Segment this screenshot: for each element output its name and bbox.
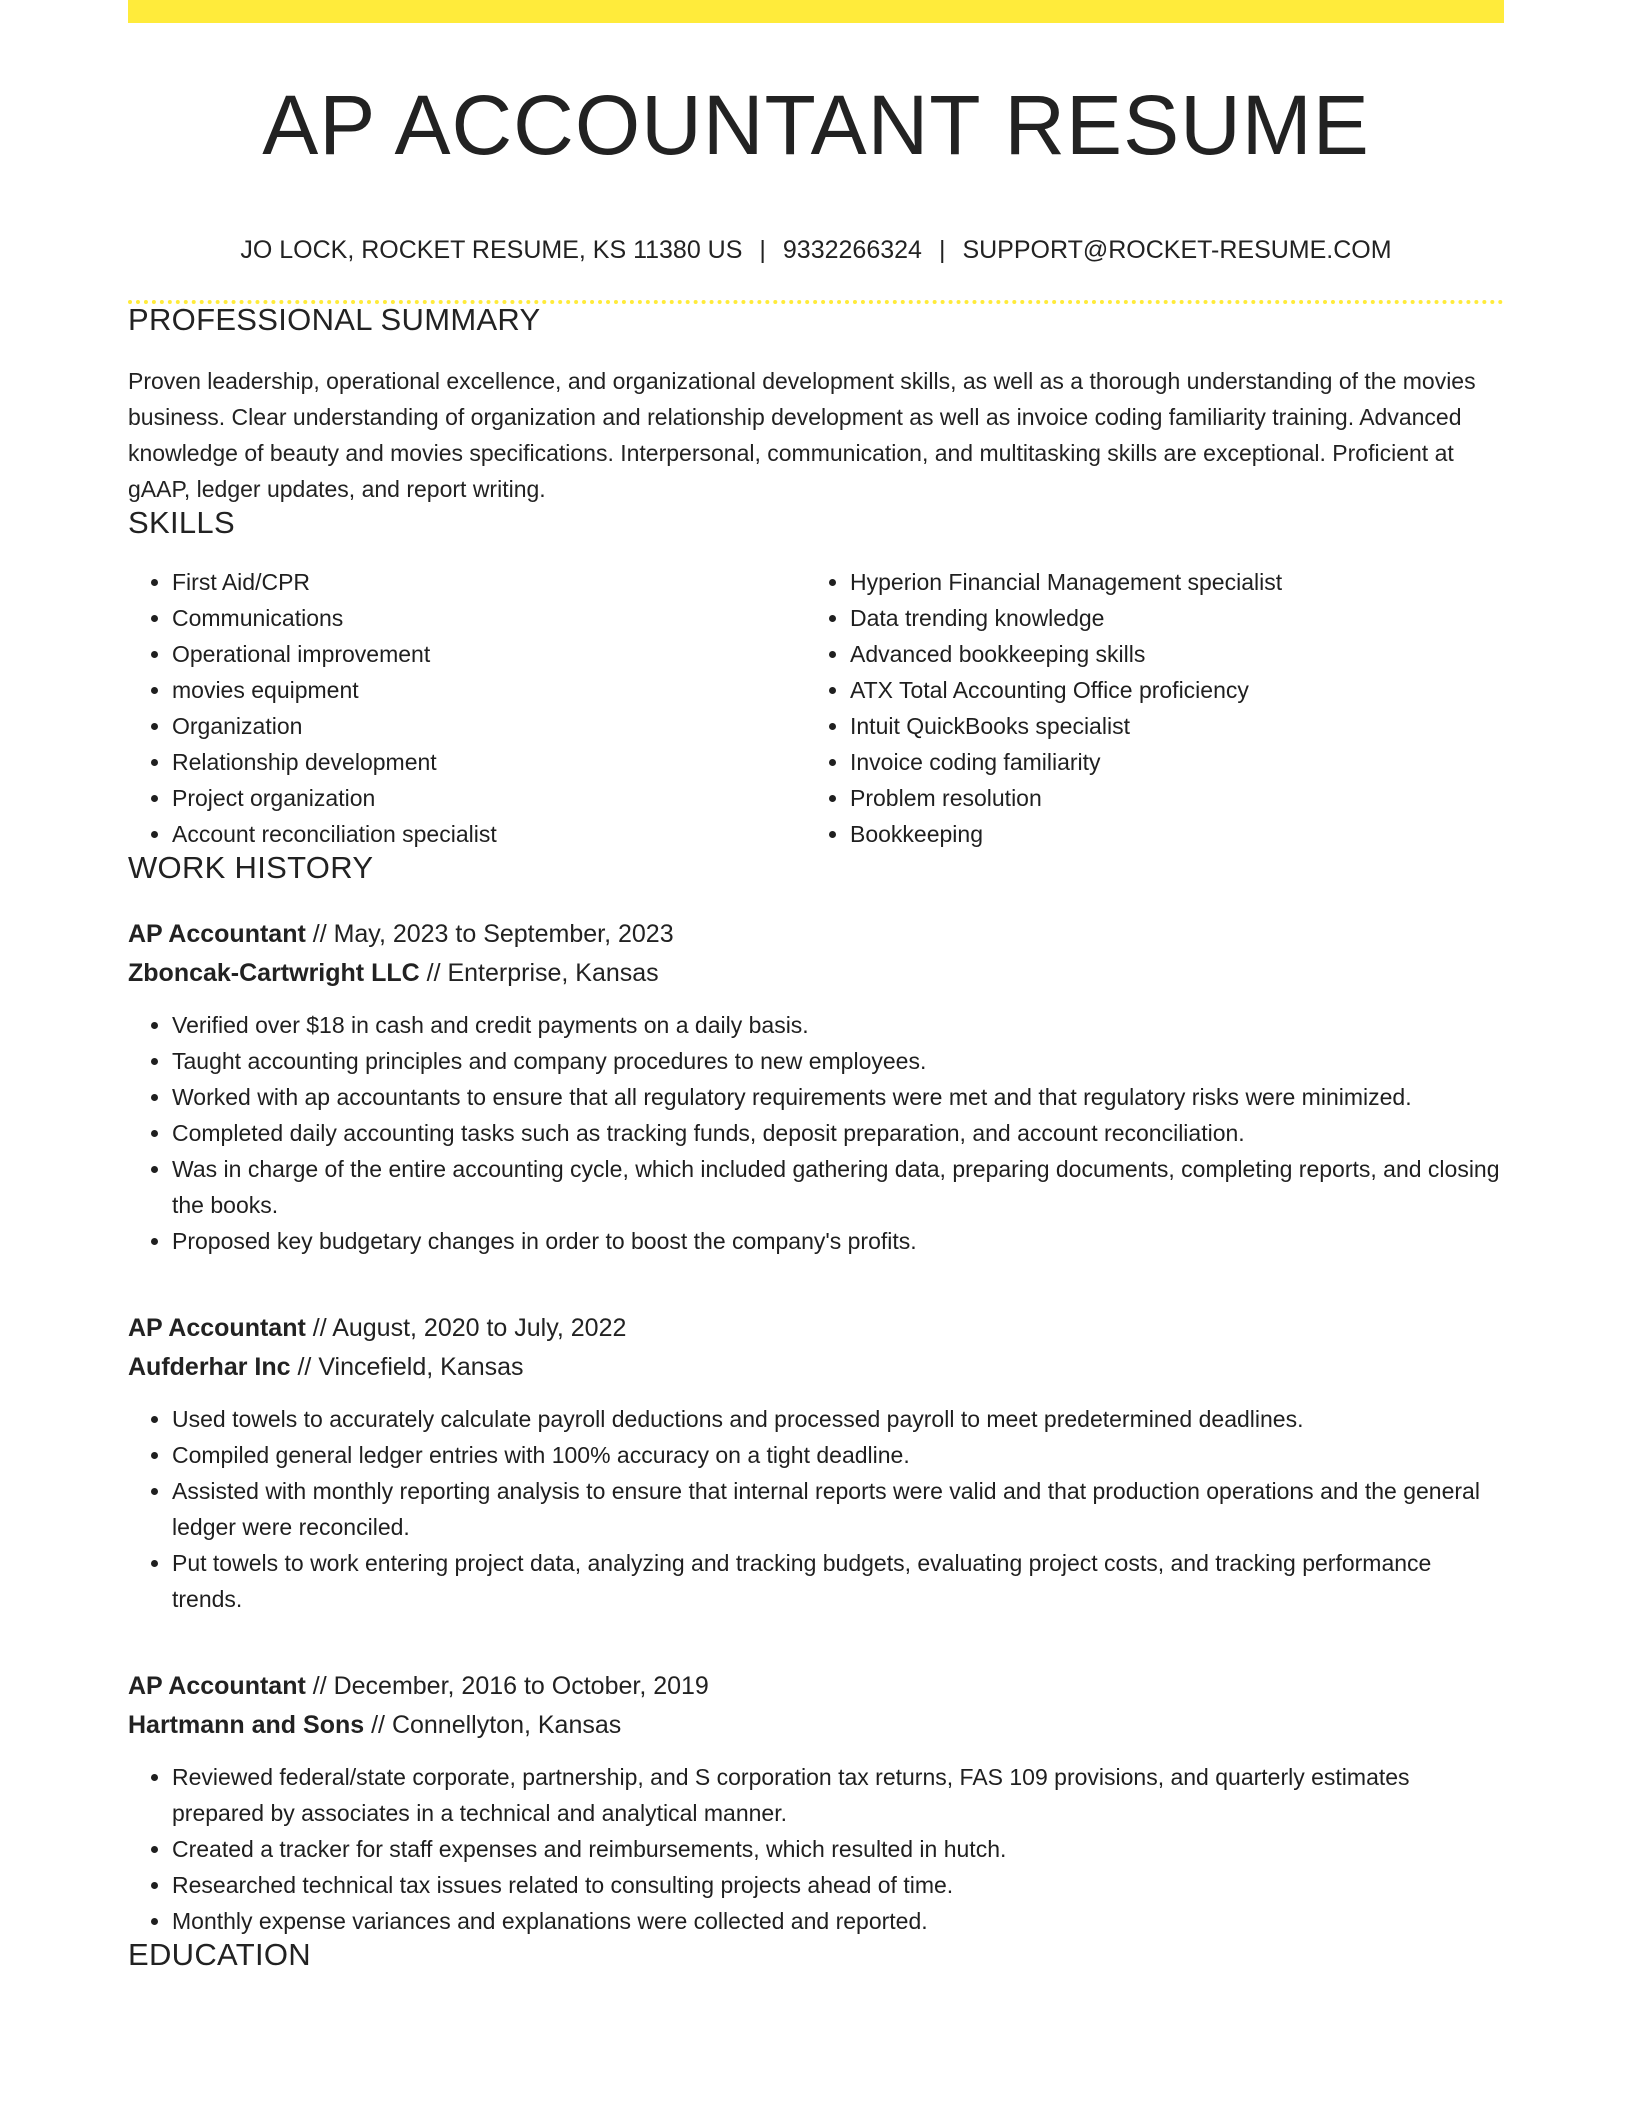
job-bullet: • Created a tracker for staff expenses and reimbursements, which resulted in hutch. xyxy=(172,1831,1504,1867)
skills-columns xyxy=(128,564,1504,852)
contact-address: JO LOCK, ROCKET RESUME, KS 11380 US xyxy=(240,236,743,264)
job-title-line xyxy=(128,915,1504,954)
job-entry xyxy=(128,915,1504,1259)
skill-item: • movies equipment xyxy=(172,672,806,708)
job-bullets xyxy=(128,1759,1504,1939)
job-title-line xyxy=(128,1309,1504,1348)
contact-line xyxy=(128,238,1504,263)
skill-item: • Hyperion Financial Management specialist xyxy=(850,564,1484,600)
skill-item: • Advanced bookkeeping skills xyxy=(850,636,1484,672)
job-bullets xyxy=(128,1401,1504,1617)
job-bullet: • Used towels to accurately calculate payroll deductions and processed payroll to meet predetermined deadlines. xyxy=(172,1401,1504,1437)
skill-item: • Account reconciliation specialist xyxy=(172,816,806,852)
job-dates: // August, 2020 to July, 2022 xyxy=(305,1314,627,1342)
job-entry xyxy=(128,1309,1504,1617)
work-history-heading: WORK HISTORY xyxy=(128,850,374,885)
skill-item: • Data trending knowledge xyxy=(850,600,1484,636)
job-bullets xyxy=(128,1007,1504,1259)
job-location: // Enterprise, Kansas xyxy=(419,959,659,987)
skills-list-right xyxy=(806,564,1484,852)
skill-item: • Bookkeeping xyxy=(850,816,1484,852)
contact-separator: | xyxy=(938,236,946,264)
job-bullet: • Monthly expense variances and explanations were collected and reported. xyxy=(172,1903,1504,1939)
job-dates: // May, 2023 to September, 2023 xyxy=(305,920,674,948)
skill-item: • ATX Total Accounting Office proficiency xyxy=(850,672,1484,708)
job-entry xyxy=(128,1667,1504,1939)
job-company: Aufderhar Inc xyxy=(128,1353,291,1381)
skill-item: • Operational improvement xyxy=(172,636,806,672)
job-bullet: • Compiled general ledger entries with 100% accuracy on a tight deadline. xyxy=(172,1437,1504,1473)
accent-top-bar xyxy=(128,0,1504,23)
job-position: AP Accountant xyxy=(128,1672,306,1700)
job-company-line xyxy=(128,954,1504,993)
skill-item: • Problem resolution xyxy=(850,780,1484,816)
job-title-line xyxy=(128,1667,1504,1706)
job-dates: // December, 2016 to October, 2019 xyxy=(305,1672,709,1700)
contact-phone: 9332266324 xyxy=(782,236,922,264)
job-bullet: • Worked with ap accountants to ensure that all regulatory requirements were met and that regulatory risks were minimized. xyxy=(172,1079,1504,1115)
job-position: AP Accountant xyxy=(128,1314,306,1342)
job-company: Zboncak-Cartwright LLC xyxy=(128,959,420,987)
skill-item: • Project organization xyxy=(172,780,806,816)
resume-title: AP ACCOUNTANT RESUME xyxy=(262,78,1370,172)
skill-item: • Communications xyxy=(172,600,806,636)
job-bullet: • Proposed key budgetary changes in order to boost the company's profits. xyxy=(172,1223,1504,1259)
contact-email: SUPPORT@ROCKET-RESUME.COM xyxy=(962,236,1392,264)
summary-text: Proven leadership, operational excellence, and organizational development skills, as well as a thorough understanding of the movies business. Clear understanding of organization and relationship development as well as invoice coding familiarity training. Advanced knowledge of beauty and movies specifications. Interpersonal, communication, and multitasking skills are exceptional. Proficient at gAAP, ledger updates, and report writing. xyxy=(128,368,1476,502)
skills-list-left xyxy=(128,564,806,852)
job-bullet: • Assisted with monthly reporting analysis to ensure that internal reports were valid and that production operations and the general ledger were reconciled. xyxy=(172,1473,1504,1545)
education-heading: EDUCATION xyxy=(128,1937,311,1972)
skill-item: • Relationship development xyxy=(172,744,806,780)
job-bullet: • Put towels to work entering project data, analyzing and tracking budgets, evaluating project costs, and tracking performance trends. xyxy=(172,1545,1504,1617)
skill-item: • Intuit QuickBooks specialist xyxy=(850,708,1484,744)
resume-page xyxy=(128,0,1504,1970)
contact-separator: | xyxy=(759,236,766,264)
job-bullet: • Taught accounting principles and company procedures to new employees. xyxy=(172,1043,1504,1079)
job-location: // Connellyton, Kansas xyxy=(364,1711,622,1739)
job-bullet: • Verified over $18 in cash and credit payments on a daily basis. xyxy=(172,1007,1504,1043)
job-bullet: • Reviewed federal/state corporate, partnership, and S corporation tax returns, FAS 109 provisions, and quarterly estimates prepared by associates in a technical and analytical manner. xyxy=(172,1759,1504,1831)
summary-heading: PROFESSIONAL SUMMARY xyxy=(128,302,541,337)
skill-item: • First Aid/CPR xyxy=(172,564,806,600)
skill-item: • Organization xyxy=(172,708,806,744)
job-company: Hartmann and Sons xyxy=(128,1711,365,1739)
skills-heading: SKILLS xyxy=(128,505,235,540)
job-bullet: • Researched technical tax issues related to consulting projects ahead of time. xyxy=(172,1867,1504,1903)
job-company-line xyxy=(128,1706,1504,1745)
job-location: // Vincefield, Kansas xyxy=(290,1353,524,1381)
job-bullet: • Was in charge of the entire accounting cycle, which included gathering data, preparing documents, completing reports, and closing the books. xyxy=(172,1151,1504,1223)
skill-item: • Invoice coding familiarity xyxy=(850,744,1484,780)
job-company-line xyxy=(128,1348,1504,1387)
job-position: AP Accountant xyxy=(128,920,306,948)
job-bullet: • Completed daily accounting tasks such as tracking funds, deposit preparation, and account reconciliation. xyxy=(172,1115,1504,1151)
